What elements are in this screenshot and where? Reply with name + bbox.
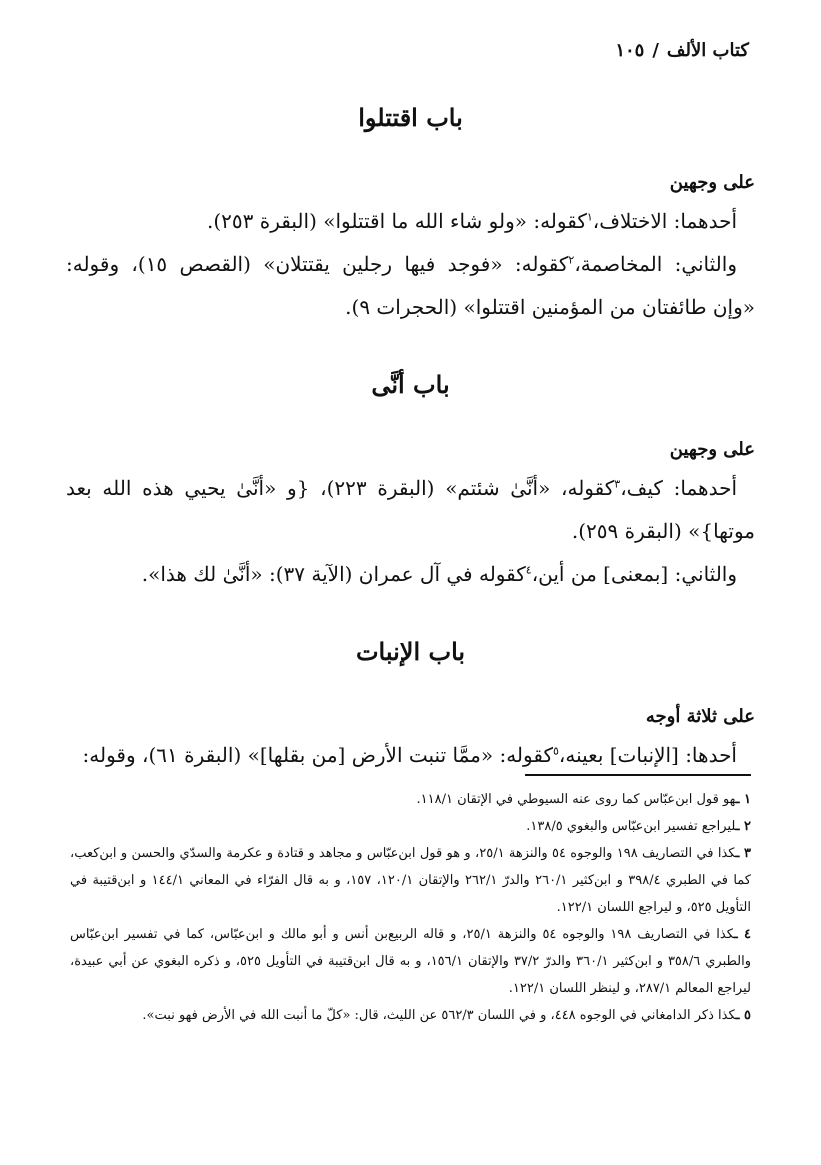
paragraph: أحدهما: الاختلاف،$^١$كقوله: «ولو شاء الله ما اقتتلوا» (البقرة ٢٥٣). (207, 209, 737, 233)
page-number: ١٠٥ (615, 40, 645, 61)
running-head-separator: / (652, 40, 659, 61)
footnote-ref[interactable]: ٥ (553, 744, 559, 758)
footnote-rule (525, 774, 751, 776)
paragraph: والثاني: [بمعنى] من أين،$^٤$كقوله في آل عمران (الآية ٣٧): «أنَّىٰ لك هذا». (141, 562, 737, 586)
footnote-ref[interactable]: ٤ (525, 563, 532, 577)
chapter-title: باب الإنبات (355, 637, 466, 666)
footnote-number: ٣ ـ (735, 846, 751, 861)
footnote-number: ١ ـ (735, 792, 751, 807)
chapter-title: باب اقتتلوا (358, 103, 463, 132)
footnotes (70, 774, 751, 1029)
section-subhead: على وجهين (669, 439, 755, 460)
footnote-ref[interactable]: ١ (586, 210, 593, 224)
footnote-number: ٤ ـ (733, 927, 751, 942)
section-subhead: على ثلاثة أوجه (645, 706, 755, 727)
footnote-number: ٢ ـ (735, 819, 751, 834)
paragraph: والثاني: المخاصمة،$^٢$كقوله: «فوجد فيها رجلين يقتتلان» (القصص ١٥)، وقوله: «وإن طائفتان من المؤمنين اقتتلوا» (الحجرات ٩). (66, 252, 755, 319)
paragraph: أحدها: [الإنبات] بعينه،$^٥$كقوله: «ممَّا تنبت الأرض [من بقلها]» (البقرة ٦١)، وقوله: (82, 743, 737, 767)
footnote-ref[interactable]: ٣ (614, 477, 621, 491)
footnote: ٢ ـليراجع تفسير ابن‌عبّاس والبغوي ١٣٨/٥. (526, 819, 751, 834)
footnote: ٣ ـكذا في التصاريف ١٩٨ والوجوه ٥٤ والنزهة ٢٥/١، و هو قول ابن‌عبّاس و مجاهد و قتادة و عكرمة والسدّي والحسن و ابن‌كعب، كما في الطبري ٣٩٨/٤ و ابن‌كثير ٢٦٠/١ والدرّ ٢٦٢/١ والإتقان ١٢٠/١، ١٥٧، و به قال الفرّاء في المعاني ١٤٤/١ و ابن‌قتيبة في التأويل ٥٢٥، و ليراجع اللسان ١٢٢/١. (70, 846, 751, 915)
main-text (66, 96, 755, 777)
footnote: ٥ ـكذا ذكر الدامغاني في الوجوه ٤٤٨، و في اللسان ٥٦٢/٣ عن الليث، قال: «كلّ ما أنبت الله في الأرض فهو نبت». (142, 1008, 751, 1023)
paragraph: أحدهما: كيف،$^٣$كقوله، «أنَّىٰ شئتم» (البقرة ٢٢٣)، {و «أنَّىٰ يحيي هذه الله بعد موتها}» (البقرة ٢٥٩). (66, 476, 755, 543)
section-subhead: على وجهين (669, 172, 755, 193)
footnote: ٤ ـكذا في التصاريف ١٩٨ والوجوه ٥٤ والنزهة ٢٥/١، و قاله الربيع‌بن أنس و أبو مالك و ابن‌عبّاس، كما في تفسير ابن‌عبّاس والطبري ٣٥٨/٦ و ابن‌كثير ٣٦٠/١ والدرّ ٣٧/٢ والإتقان ١٥٦/١، و به قال ابن‌قتيبة في التأويل ٥٢٥، و ذكره البغوي عن أبي عبيدة، ليراجع المعالم ٢٨٧/١، و لينظر اللسان ١٢٢/١. (70, 927, 752, 996)
running-head-title: كتاب الألف (666, 40, 749, 61)
footnote: ١ ـهو قول ابن‌عبّاس كما روى عنه السيوطي في الإتقان ١١٨/١. (416, 792, 751, 807)
chapter-title: باب أنَّى (371, 370, 450, 399)
running-head (72, 40, 749, 61)
footnote-ref[interactable]: ٢ (568, 253, 575, 267)
footnote-number: ٥ ـ (735, 1008, 751, 1023)
